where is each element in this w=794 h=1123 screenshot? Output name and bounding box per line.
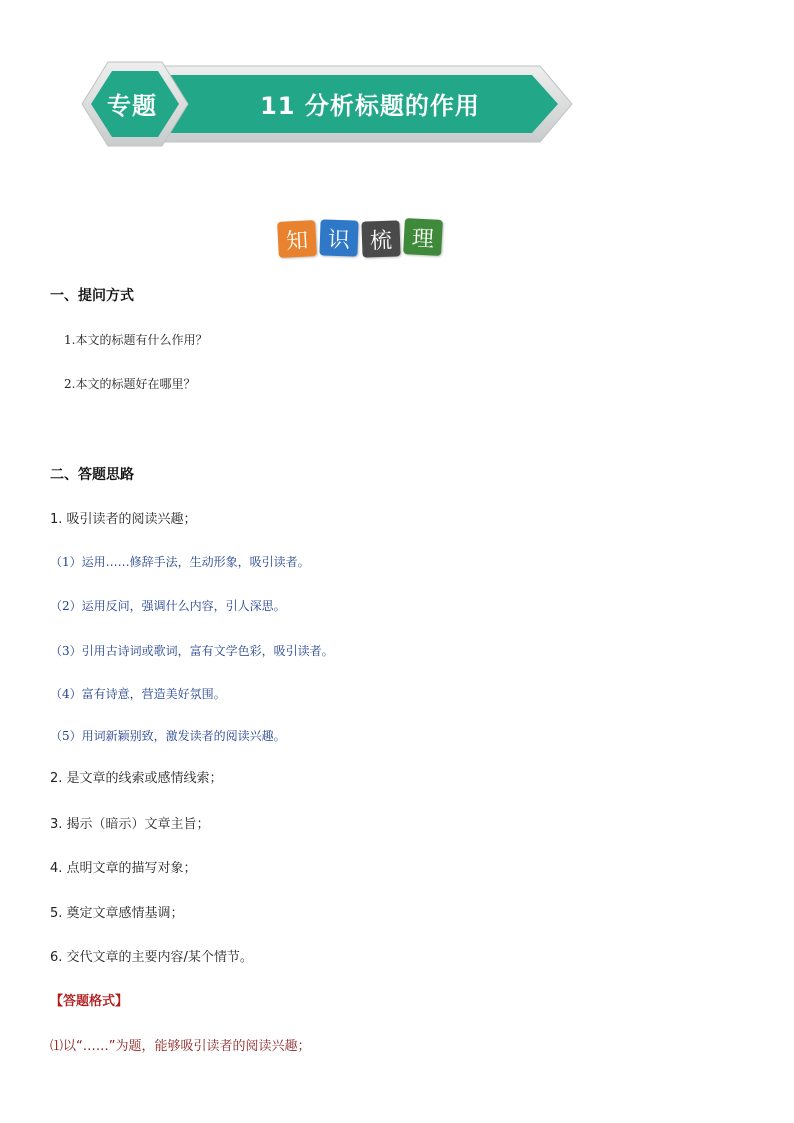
format-line-1: ⑴以“……”为题，能够吸引读者的阅读兴趣； xyxy=(50,1039,311,1054)
answer-subitem-2: （2）运用反问，强调什么内容，引人深思。 xyxy=(50,599,286,613)
answer-item-3: 3. 揭示（暗示）文章主旨； xyxy=(50,817,210,832)
answer-item-5: 5. 奠定文章感情基调； xyxy=(50,906,184,921)
knowledge-tiles xyxy=(278,218,448,258)
question-1: 1.本文的标题有什么作用？ xyxy=(64,333,208,347)
format-heading: 【答题格式】 xyxy=(50,994,129,1009)
tile-2: 识 xyxy=(319,219,358,256)
answer-item-1: 1. 吸引读者的阅读兴趣； xyxy=(50,512,197,527)
banner-title: 11 分析标题的作用 xyxy=(260,92,480,120)
tile-3: 梳 xyxy=(361,220,400,257)
question-2: 2.本文的标题好在哪里？ xyxy=(64,377,196,391)
section1-heading: 一、提问方式 xyxy=(50,288,134,304)
answer-item-6: 6. 交代文章的主要内容/某个情节。 xyxy=(50,950,253,965)
banner-tag: 专题 xyxy=(107,92,157,120)
topic-banner xyxy=(80,58,580,154)
answer-subitem-5: （5）用词新颖别致，激发读者的阅读兴趣。 xyxy=(50,729,286,743)
answer-subitem-4: （4）富有诗意，营造美好氛围。 xyxy=(50,687,226,701)
answer-subitem-3: （3）引用古诗词或歌词，富有文学色彩，吸引读者。 xyxy=(50,644,334,658)
answer-subitem-1: （1）运用……修辞手法，生动形象，吸引读者。 xyxy=(50,555,310,569)
answer-item-4: 4. 点明文章的描写对象； xyxy=(50,861,197,876)
section2-heading: 二、答题思路 xyxy=(50,467,134,483)
answer-item-2: 2. 是文章的线索或感情线索； xyxy=(50,771,223,786)
tile-1: 知 xyxy=(277,220,317,258)
tile-4: 理 xyxy=(403,218,443,256)
